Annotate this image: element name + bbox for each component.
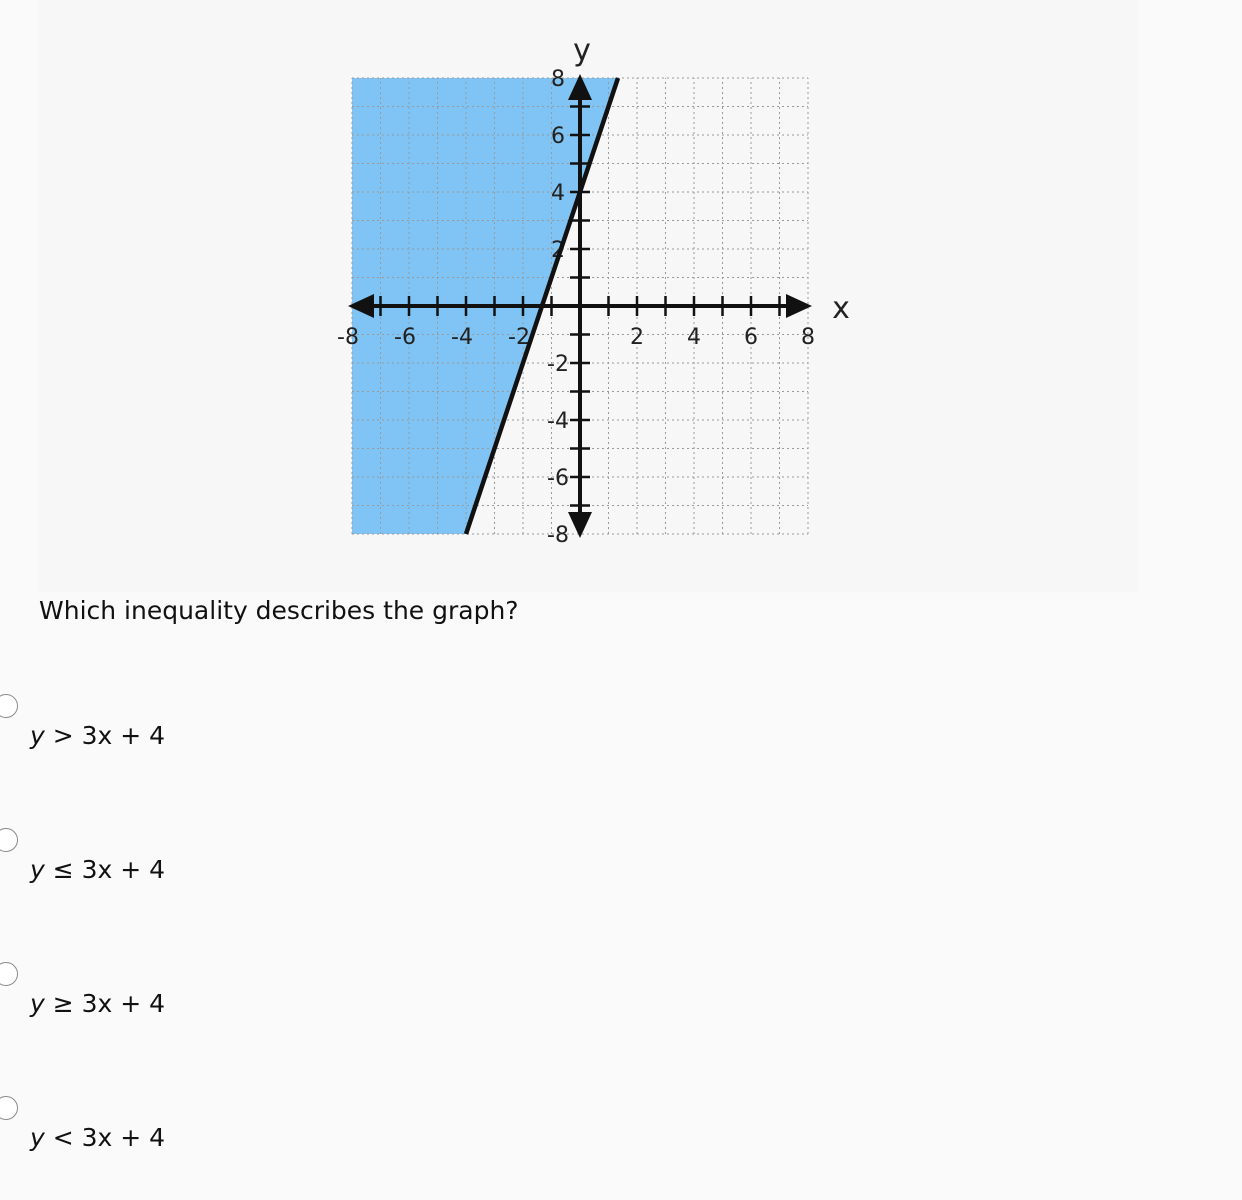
x-tick-label: -2 [508, 325, 530, 350]
radio-button[interactable] [0, 1096, 18, 1120]
choice-label: y < 3x + 4 [30, 1123, 166, 1152]
y-tick-label: -2 [547, 352, 569, 377]
y-tick-label: -6 [547, 466, 569, 491]
figure-panel [38, 0, 1138, 592]
y-axis-label: y [573, 33, 591, 68]
inequality-graph [38, 0, 1138, 592]
y-tick-label: 8 [551, 67, 565, 92]
choice-label: y > 3x + 4 [30, 721, 166, 750]
y-tick-label: 2 [551, 238, 565, 263]
question-text: Which inequality describes the graph? [39, 596, 519, 625]
answer-choice-3[interactable] [0, 962, 600, 1042]
x-tick-label: -6 [394, 325, 416, 350]
radio-button[interactable] [0, 828, 18, 852]
choice-label: y ≤ 3x + 4 [30, 855, 166, 884]
x-tick-label: -4 [451, 325, 473, 350]
x-tick-label: 8 [801, 325, 815, 350]
answer-choice-1[interactable] [0, 694, 600, 774]
choice-label: y ≥ 3x + 4 [30, 989, 166, 1018]
y-tick-label: -8 [547, 523, 569, 548]
y-tick-label: -4 [547, 409, 569, 434]
y-tick-label: 4 [551, 181, 565, 206]
x-tick-label: -8 [337, 325, 359, 350]
x-axis-label: x [832, 291, 850, 326]
x-tick-label: 2 [630, 325, 644, 350]
radio-button[interactable] [0, 694, 18, 718]
radio-button[interactable] [0, 962, 18, 986]
x-tick-label: 4 [687, 325, 701, 350]
y-tick-label: 6 [551, 124, 565, 149]
answer-choice-2[interactable] [0, 828, 600, 908]
answer-choice-4[interactable] [0, 1096, 600, 1176]
x-tick-label: 6 [744, 325, 758, 350]
